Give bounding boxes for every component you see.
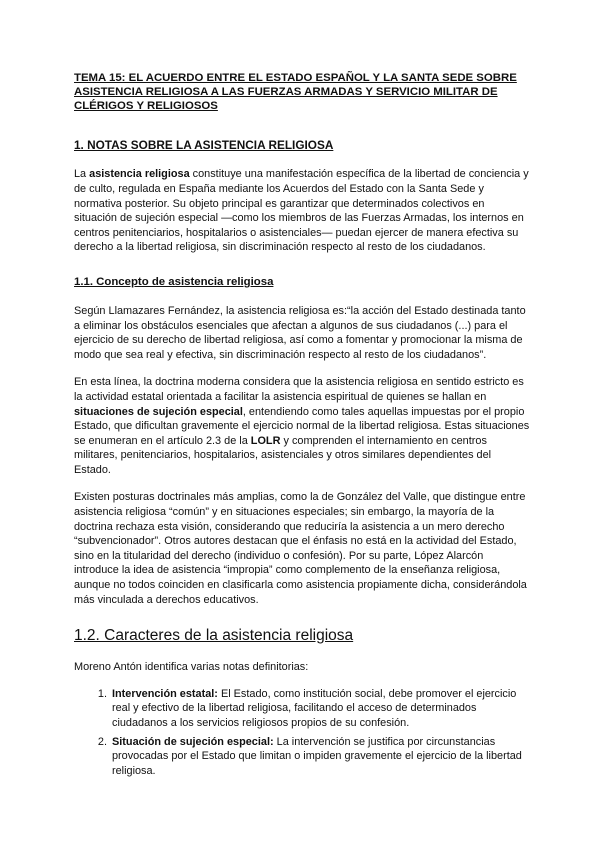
section-1-paragraph: La asistencia religiosa constituye una manifestación específica de la libertad de conciencia y de culto, regulada en España mediante los Acuerdos del Estado con la Santa Sede y normativa posterior. Su objeto principal es garantizar que determinados colectivos en situación de sujeción especial —como los miembros de las Fuerzas Armadas, los internos en centros penitenciarios, hospitalarios o asistenciales— puedan ejercer de manera efectiva su derecho a la libertad religiosa, sin discriminación respecto al resto de los ciudadanos. <box>74 168 529 254</box>
bold-term: asistencia religiosa <box>89 168 190 181</box>
section-1-1-heading: 1.1. Concepto de asistencia religiosa <box>74 275 274 288</box>
section-1-2-intro: Moreno Antón identifica varias notas definitorias: <box>74 661 309 674</box>
bold-term: LOLR <box>250 434 281 447</box>
section-1-heading: 1. NOTAS SOBRE LA ASISTENCIA RELIGIOSA <box>74 138 334 153</box>
characteristics-list <box>74 687 530 779</box>
document-page <box>74 72 530 782</box>
section-1-1-paragraph-2: En esta línea, la doctrina moderna considera que la asistencia religiosa en sentido estricto es la actividad estatal orientada a facilitar la asistencia espiritual de quienes se hallan en situaciones de sujeción especial, entendiendo como tales aquellas impuestas por el propio Estado, que dificultan gravemente el ejercicio normal de la libertad religiosa. Estas situaciones se enumeran en el artículo 2.3 de la LOLR y comprenden el internamiento en centros militares, penitenciarios, hospitalarios, asistenciales y otros similares dependientes del Estado. <box>74 376 530 476</box>
list-item: 2. Situación de sujeción especial: La intervención se justifica por circunstancias provocadas por el Estado que limitan o impiden gravemente el ejercicio de la libertad religiosa. <box>110 735 530 779</box>
document-title: TEMA 15: EL ACUERDO ENTRE EL ESTADO ESPAÑOL Y LA SANTA SEDE SOBRE ASISTENCIA RELIGIOSA A LAS FUERZAS ARMADAS Y SERVICIO MILITAR DE CLÉRIGOS Y RELIGIOSOS <box>74 72 517 112</box>
section-1-1-paragraph-1: Según Llamazares Fernández, la asistencia religiosa es:“la acción del Estado destinada tanto a eliminar los obstáculos esenciales que afectan a algunos de sus ciudadanos (...) para el ejercicio de su derecho de libertad religiosa, así como a fomentar y promocionar la misma de modo que sea real y efectiva, sin discriminación respecto al resto de los ciudadanos”. <box>74 304 526 361</box>
bold-term: situaciones de sujeción especial <box>74 405 243 418</box>
section-1-2-heading: 1.2. Caracteres de la asistencia religiosa <box>74 627 354 645</box>
list-item: 1. Intervención estatal: El Estado, como institución social, debe promover el ejercicio real y efectivo de la libertad religiosa, facilitando el acceso de determinados ciudadanos a los servicios religiosos propios de su confesión. <box>110 687 530 731</box>
section-1-1-paragraph-3: Existen posturas doctrinales más amplias, como la de González del Valle, que distingue entre asistencia religiosa “común” y en situaciones especiales; sin embargo, la mayoría de la doctrina rechaza esta visión, considerando que reduciría la asistencia a un mero derecho “subvencionador”. Otros autores destacan que el énfasis no está en la actividad del Estado, sino en la titularidad del derecho (individuo o confesión). Por su parte, López Alarcón introduce la idea de asistencia “impropia” como complemento de la enseñanza religiosa, aunque no todos coinciden en clasificarla como asistencia propiamente dicha, considerándola más vinculada a derechos educativos. <box>74 491 527 606</box>
